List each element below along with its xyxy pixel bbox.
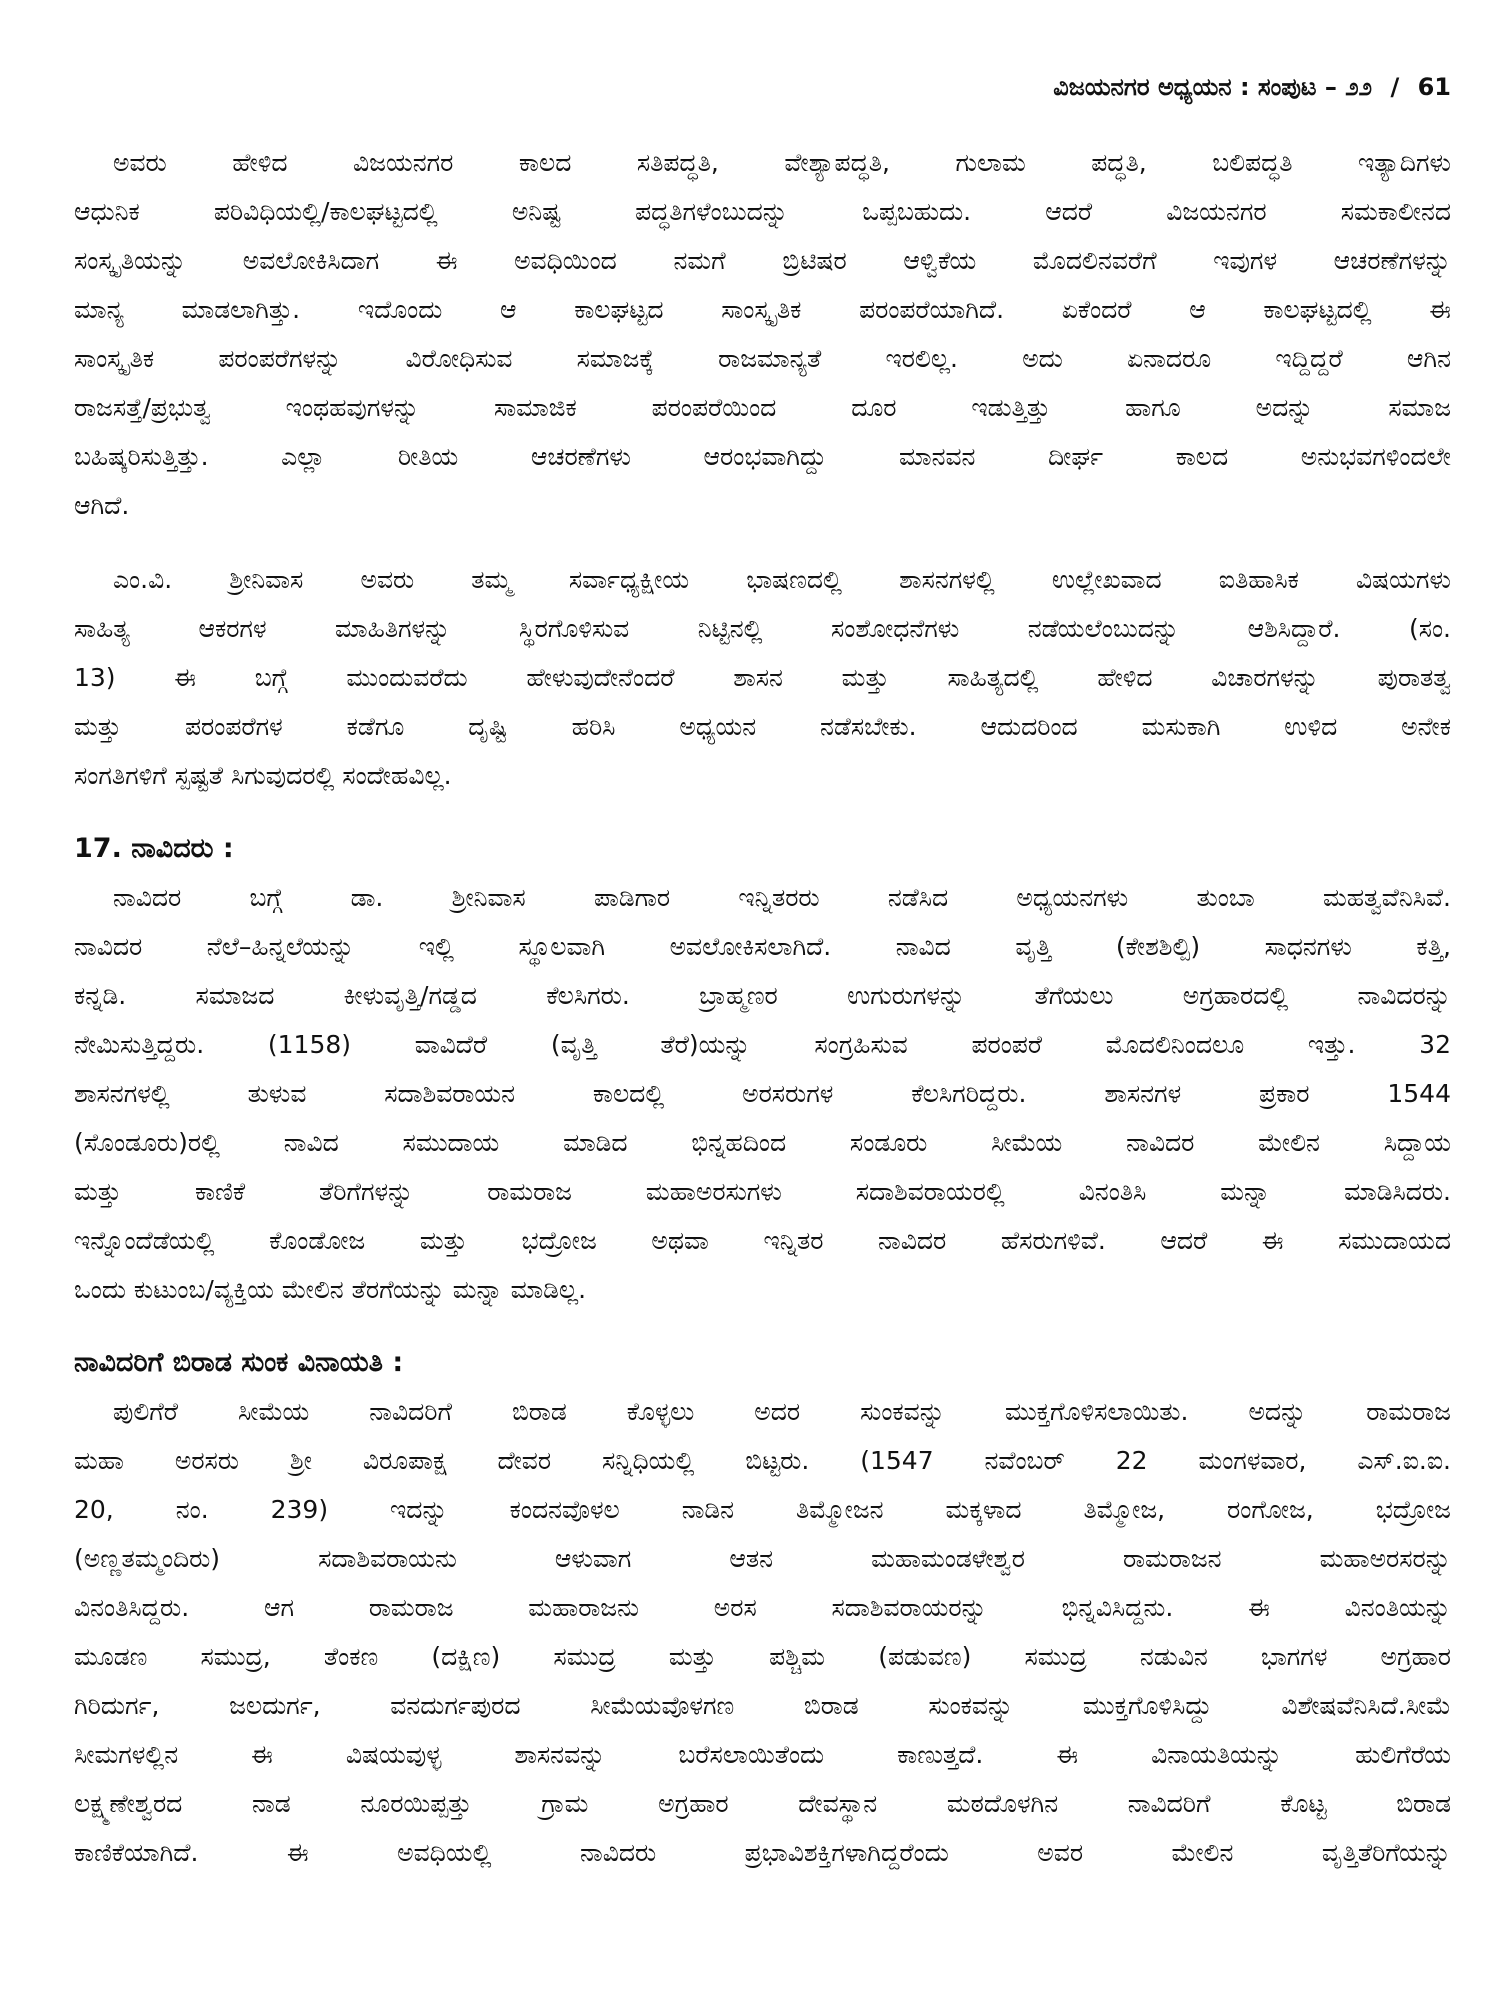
- paragraph-line: ಮೂಡಣ ಸಮುದ್ರ, ತೆಂಕಣ (ದಕ್ಷಿಣ) ಸಮುದ್ರ ಮತ್ತು ಪಶ್ಚಿಮ (ಪಡುವಣ) ಸಮುದ್ರ ನಡುವಿನ ಭಾಗಗಳ ಅಗ್ರಹಾರ: [74, 1642, 1451, 1671]
- paragraph-line: ಗಿರಿದುರ್ಗ, ಜಲದುರ್ಗ, ವನದುರ್ಗಪುರದ ಸೀಮೆಯವೊಳಗಣ ಬಿರಾಡ ಸುಂಕವನ್ನು ಮುಕ್ತಗೊಳಿಸಿದ್ದು ವಿಶೇಷವೆನಿಸಿದೆ.ಸೀಮೆ: [74, 1691, 1451, 1720]
- paragraph-line: ಮತ್ತು ಪರಂಪರೆಗಳ ಕಡೆಗೂ ದೃಷ್ಟಿ ಹರಿಸಿ ಅಧ್ಯಯನ ನಡೆಸಬೇಕು. ಆದುದರಿಂದ ಮಸುಕಾಗಿ ಉಳಿದ ಅನೇಕ: [74, 712, 1451, 741]
- paragraph-line: ಆಗಿದೆ.: [74, 491, 130, 520]
- paragraph-line: ಪುಲಿಗೆರೆ ಸೀಮೆಯ ನಾವಿದರಿಗೆ ಬಿರಾಡ ಕೊಳ್ಳಲು ಅದರ ಸುಂಕವನ್ನು ಮುಕ್ತಗೊಳಿಸಲಾಯಿತು. ಅದನ್ನು ರಾಮರಾಜ: [113, 1397, 1451, 1426]
- paragraph-line: ವಿನಂತಿಸಿದ್ದರು. ಆಗ ರಾಮರಾಜ ಮಹಾರಾಜನು ಅರಸ ಸದಾಶಿವರಾಯರನ್ನು ಭಿನ್ನವಿಸಿದ್ದನು. ಈ ವಿನಂತಿಯನ್ನು: [74, 1593, 1451, 1622]
- section-heading: 17. ನಾವಿದರು :: [74, 833, 234, 864]
- paragraph-line: ನೇಮಿಸುತ್ತಿದ್ದರು. (1158) ವಾವಿದೆರೆ (ವೃತ್ತಿ ತೆರೆ)ಯನ್ನು ಸಂಗ್ರಹಿಸುವ ಪರಂಪರೆ ಮೊದಲಿನಿಂದಲೂ ಇತ್ತು. 32: [74, 1030, 1451, 1059]
- paragraph: [74, 555, 1451, 800]
- paragraph-line: ಸಾಂಸ್ಕೃತಿಕ ಪರಂಪರೆಗಳನ್ನು ವಿರೋಧಿಸುವ ಸಮಾಜಕ್ಕೆ ರಾಜಮಾನ್ಯತೆ ಇರಲಿಲ್ಲ. ಅದು ಏನಾದರೂ ಇದ್ದಿದ್ದರೆ ಆಗಿನ: [74, 344, 1451, 373]
- paragraph-line: ಅವರು ಹೇಳಿದ ವಿಜಯನಗರ ಕಾಲದ ಸತಿಪದ್ಧತಿ, ವೇಶ್ಯಾಪದ್ಧತಿ, ಗುಲಾಮ ಪದ್ಧತಿ, ಬಲಿಪದ್ಧತಿ ಇತ್ಯಾದಿಗಳು: [113, 148, 1451, 177]
- paragraph-line: ಒಂದು ಕುಟುಂಬ/ವ್ಯಕ್ತಿಯ ಮೇಲಿನ ತೆರಗೆಯನ್ನು ಮನ್ನಾ ಮಾಡಿಲ್ಲ.: [74, 1275, 587, 1304]
- page-separator: /: [1390, 73, 1400, 101]
- paragraph-line: ಸೀಮಗಳಲ್ಲಿನ ಈ ವಿಷಯವುಳ್ಳ ಶಾಸನವನ್ನು ಬರೆಸಲಾಯಿತೆಂದು ಕಾಣುತ್ತದೆ. ಈ ವಿನಾಯತಿಯನ್ನು ಹುಲಿಗೆರೆಯ: [74, 1740, 1451, 1769]
- paragraph-line: ಬಹಿಷ್ಕರಿಸುತ್ತಿತ್ತು. ಎಲ್ಲಾ ರೀತಿಯ ಆಚರಣೆಗಳು ಆರಂಭವಾಗಿದ್ದು ಮಾನವನ ದೀರ್ಘ ಕಾಲದ ಅನುಭವಗಳಿಂದಲೇ: [74, 442, 1451, 471]
- paragraph: [74, 1387, 1451, 1877]
- paragraph-line: ಮಹಾ ಅರಸರು ಶ್ರೀ ವಿರೂಪಾಕ್ಷ ದೇವರ ಸನ್ನಿಧಿಯಲ್ಲಿ ಬಿಟ್ಟರು. (1547 ನವೆಂಬರ್ 22 ಮಂಗಳವಾರ, ಎಸ್.ಐ.ಐ.: [74, 1446, 1451, 1475]
- paragraph-line: ಕಾಣಿಕೆಯಾಗಿದೆ. ಈ ಅವಧಿಯಲ್ಲಿ ನಾವಿದರು ಪ್ರಭಾವಿಶಕ್ತಿಗಳಾಗಿದ್ದರೆಂದು ಅವರ ಮೇಲಿನ ವೃತ್ತಿತೆರಿಗೆಯನ್ನು: [74, 1838, 1451, 1867]
- subsection-heading: ನಾವಿದರಿಗೆ ಬಿರಾಡ ಸುಂಕ ವಿನಾಯತಿ :: [74, 1347, 404, 1378]
- paragraph-line: ಲಕ್ಷ್ಮಣೇಶ್ವರದ ನಾಡ ನೂರಯಿಪ್ಪತ್ತು ಗ್ರಾಮ ಅಗ್ರಹಾರ ದೇವಸ್ಥಾನ ಮಠದೊಳಗಿನ ನಾವಿದರಿಗೆ ಕೊಟ್ಟ ಬಿರಾಡ: [74, 1789, 1451, 1818]
- paragraph: [74, 873, 1451, 1314]
- journal-title: ವಿಜಯನಗರ ಅಧ್ಯಯನ : ಸಂಪುಟ – ೨೨: [1053, 73, 1373, 101]
- paragraph-line: ನಾವಿದರ ನೆಲೆ–ಹಿನ್ನಲೆಯನ್ನು ಇಲ್ಲಿ ಸ್ಥೂಲವಾಗಿ ಅವಲೋಕಿಸಲಾಗಿದೆ. ನಾವಿದ ವೃತ್ತಿ (ಕೇಶಶಿಲ್ಪಿ) ಸಾಧನಗಳು ಕತ್ತಿ,: [74, 932, 1451, 961]
- paragraph-line: ಸಾಹಿತ್ಯ ಆಕರಗಳ ಮಾಹಿತಿಗಳನ್ನು ಸ್ಥಿರಗೊಳಿಸುವ ನಿಟ್ಟಿನಲ್ಲಿ ಸಂಶೋಧನೆಗಳು ನಡೆಯಲೆಂಬುದನ್ನು ಆಶಿಸಿದ್ದಾರೆ. (ಸಂ.: [74, 614, 1451, 643]
- paragraph-line: ಮಾನ್ಯ ಮಾಡಲಾಗಿತ್ತು. ಇದೊಂದು ಆ ಕಾಲಘಟ್ಟದ ಸಾಂಸ್ಕೃತಿಕ ಪರಂಪರೆಯಾಗಿದೆ. ಏಕೆಂದರೆ ಆ ಕಾಲಘಟ್ಟದಲ್ಲಿ ಈ: [74, 295, 1451, 324]
- paragraph-line: ಕನ್ನಡಿ. ಸಮಾಜದ ಕೀಳುವೃತ್ತಿ/ಗಡ್ಡದ ಕೆಲಸಿಗರು. ಬ್ರಾಹ್ಮಣರ ಉಗುರುಗಳನ್ನು ತೆಗೆಯಲು ಅಗ್ರಹಾರದಲ್ಲಿ ನಾವಿದರನ್ನು: [74, 981, 1451, 1010]
- paragraph-line: ನಾವಿದರ ಬಗ್ಗೆ ಡಾ. ಶ್ರೀನಿವಾಸ ಪಾಡಿಗಾರ ಇನ್ನಿತರರು ನಡೆಸಿದ ಅಧ್ಯಯನಗಳು ತುಂಬಾ ಮಹತ್ವವೆನಿಸಿವೆ.: [113, 883, 1451, 912]
- paragraph-line: (ಸೊಂಡೂರು)ರಲ್ಲಿ ನಾವಿದ ಸಮುದಾಯ ಮಾಡಿದ ಭಿನ್ನಹದಿಂದ ಸಂಡೂರು ಸೀಮೆಯ ನಾವಿದರ ಮೇಲಿನ ಸಿದ್ದಾಯ: [74, 1128, 1451, 1157]
- paragraph-line: ಎಂ.ವಿ. ಶ್ರೀನಿವಾಸ ಅವರು ತಮ್ಮ ಸರ್ವಾಧ್ಯಕ್ಷೀಯ ಭಾಷಣದಲ್ಲಿ ಶಾಸನಗಳಲ್ಲಿ ಉಲ್ಲೇಖವಾದ ಐತಿಹಾಸಿಕ ವಿಷಯಗಳು: [113, 565, 1451, 594]
- paragraph-line: ಸಂಸ್ಕೃತಿಯನ್ನು ಅವಲೋಕಿಸಿದಾಗ ಈ ಅವಧಿಯಿಂದ ನಮಗೆ ಬ್ರಿಟಿಷರ ಆಳ್ವಿಕೆಯ ಮೊದಲಿನವರೆಗೆ ಇವುಗಳ ಆಚರಣೆಗಳನ್ನು: [74, 246, 1451, 275]
- page-number: 61: [1417, 73, 1451, 101]
- paragraph-line: ಇನ್ನೊಂದೆಡೆಯಲ್ಲಿ ಕೊಂಡೋಜ ಮತ್ತು ಭದ್ರೋಜ ಅಥವಾ ಇನ್ನಿತರ ನಾವಿದರ ಹೆಸರುಗಳಿವೆ. ಆದರೆ ಈ ಸಮುದಾಯದ: [74, 1226, 1451, 1255]
- paragraph-line: (ಅಣ್ಣತಮ್ಮಂದಿರು) ಸದಾಶಿವರಾಯನು ಆಳುವಾಗ ಆತನ ಮಹಾಮಂಡಳೇಶ್ವರ ರಾಮರಾಜನ ಮಹಾಅರಸರನ್ನು: [74, 1544, 1451, 1573]
- paragraph: [74, 138, 1451, 530]
- running-header: [1053, 67, 1451, 107]
- paragraph-line: ಶಾಸನಗಳಲ್ಲಿ ತುಳುವ ಸದಾಶಿವರಾಯನ ಕಾಲದಲ್ಲಿ ಅರಸರುಗಳ ಕೆಲಸಿಗರಿದ್ದರು. ಶಾಸನಗಳ ಪ್ರಕಾರ 1544: [74, 1079, 1451, 1108]
- paragraph-line: 20, ನಂ. 239) ಇದನ್ನು ಕಂದನವೊಳಲ ನಾಡಿನ ತಿಮ್ಮೋಜನ ಮಕ್ಕಳಾದ ತಿಮ್ಮೋಜ, ರಂಗೋಜ, ಭದ್ರೋಜ: [74, 1495, 1451, 1524]
- paragraph-line: ಆಧುನಿಕ ಪರಿವಿಧಿಯಲ್ಲಿ/ಕಾಲಘಟ್ಟದಲ್ಲಿ ಅನಿಷ್ಟ ಪದ್ಧತಿಗಳೆಂಬುದನ್ನು ಒಪ್ಪಬಹುದು. ಆದರೆ ವಿಜಯನಗರ ಸಮಕಾಲೀನದ: [74, 197, 1451, 226]
- paragraph-line: ಸಂಗತಿಗಳಿಗೆ ಸ್ಪಷ್ಟತೆ ಸಿಗುವುದರಲ್ಲಿ ಸಂದೇಹವಿಲ್ಲ.: [74, 761, 452, 790]
- paragraph-line: ಮತ್ತು ಕಾಣಿಕೆ ತೆರಿಗೆಗಳನ್ನು ರಾಮರಾಜ ಮಹಾಅರಸುಗಳು ಸದಾಶಿವರಾಯರಲ್ಲಿ ವಿನಂತಿಸಿ ಮನ್ನಾ ಮಾಡಿಸಿದರು.: [74, 1177, 1451, 1206]
- paragraph-line: ರಾಜಸತ್ತೆ/ಪ್ರಭುತ್ವ ಇಂಥಹವುಗಳನ್ನು ಸಾಮಾಜಿಕ ಪರಂಪರೆಯಿಂದ ದೂರ ಇಡುತ್ತಿತ್ತು ಹಾಗೂ ಅದನ್ನು ಸಮಾಜ: [74, 393, 1451, 422]
- paragraph-line: 13) ಈ ಬಗ್ಗೆ ಮುಂದುವರೆದು ಹೇಳುವುದೇನೆಂದರೆ ಶಾಸನ ಮತ್ತು ಸಾಹಿತ್ಯದಲ್ಲಿ ಹೇಳಿದ ವಿಚಾರಗಳನ್ನು ಪುರಾತತ್ವ: [74, 663, 1451, 692]
